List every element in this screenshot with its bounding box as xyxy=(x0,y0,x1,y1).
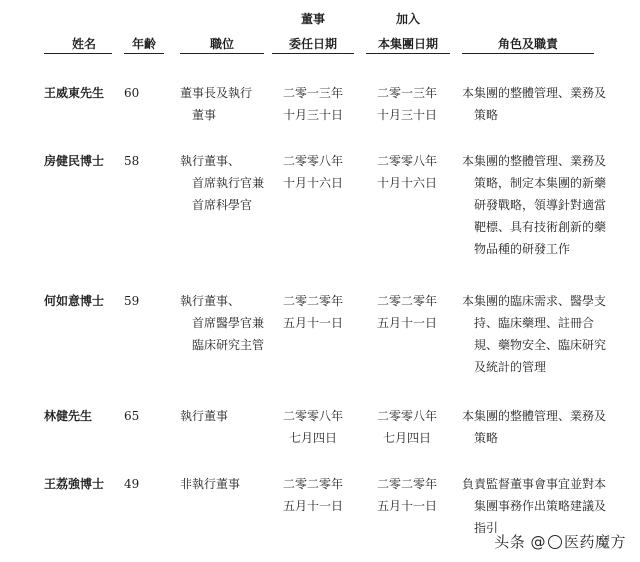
row-4-name: 林健先生 xyxy=(44,409,93,423)
row-2-join-date-line-2: 十月十六日 xyxy=(376,176,437,190)
row-3-role xyxy=(462,290,607,378)
header-rule-age xyxy=(124,53,164,54)
row-3-position-line-2: 首席醫學官兼 xyxy=(192,316,265,330)
row-2-join-date xyxy=(366,150,448,194)
header-rule-role xyxy=(462,53,594,54)
row-2-director-date xyxy=(272,150,354,194)
row-5-role-line-2: 集團事務作出策略建議及 xyxy=(474,499,607,513)
row-3-name: 何如意博士 xyxy=(44,294,105,308)
row-5-join-date-line-2: 五月十一日 xyxy=(376,499,437,513)
row-2-role-line-1: 本集團的整體管理、業務及 xyxy=(462,154,607,168)
header-rule-join-date xyxy=(366,53,450,54)
header-rule-position xyxy=(180,53,264,54)
header-join-date-line2: 本集團日期 xyxy=(377,37,438,51)
row-4-join-date-line-1: 二零零八年 xyxy=(376,409,437,423)
row-5-director-date xyxy=(272,473,354,517)
header-position: 職位 xyxy=(209,37,234,51)
row-4-position-line-1: 執行董事 xyxy=(180,409,229,423)
row-2-role xyxy=(462,150,607,260)
row-2-position-line-3: 首席科學官 xyxy=(192,198,253,212)
row-1-join-date-line-2: 十月三十日 xyxy=(376,108,437,122)
row-3-join-date-line-1: 二零二零年 xyxy=(376,294,437,308)
row-2-position-line-2: 首席執行官兼 xyxy=(192,176,265,190)
row-5-age: 49 xyxy=(124,477,140,491)
row-3-role-line-1: 本集團的臨床需求、醫學支 xyxy=(462,294,607,308)
row-4-director-date-line-2: 七月四日 xyxy=(288,431,337,445)
row-3-role-line-2: 持、臨床藥理、註冊合 xyxy=(474,316,595,330)
row-3-join-date xyxy=(366,290,448,334)
source-watermark xyxy=(494,531,626,552)
row-1-role-line-1: 本集團的整體管理、業務及 xyxy=(462,86,607,100)
header-join-date-line1: 加入 xyxy=(395,12,420,26)
row-5-position-line-1: 非執行董事 xyxy=(180,477,241,491)
row-3-position-line-1: 執行董事、 xyxy=(180,294,241,308)
row-2-role-line-5: 物品種的研發工作 xyxy=(474,242,571,256)
row-4-age: 65 xyxy=(124,409,140,423)
row-4-join-date-line-2: 七月四日 xyxy=(382,431,431,445)
row-1-join-date xyxy=(366,82,448,126)
row-4-role xyxy=(462,405,607,449)
row-1-position-line-1: 董事長及執行 xyxy=(180,86,253,100)
watermark-prefix: 头条 xyxy=(494,533,526,551)
row-1-position xyxy=(180,82,264,126)
row-1-name: 王威東先生 xyxy=(44,86,105,100)
row-5-name: 王荔強博士 xyxy=(44,477,105,491)
watermark-account: 医药魔方 xyxy=(563,533,626,551)
row-3-role-line-4: 及統計的管理 xyxy=(474,360,547,374)
row-2-position-line-1: 執行董事、 xyxy=(180,154,241,168)
row-3-age: 59 xyxy=(124,294,140,308)
row-1-age: 60 xyxy=(124,86,140,100)
row-5-join-date-line-1: 二零二零年 xyxy=(376,477,437,491)
row-5-join-date xyxy=(366,473,448,517)
row-3-join-date-line-2: 五月十一日 xyxy=(376,316,437,330)
row-5-role xyxy=(462,473,607,539)
row-2-role-line-3: 研發戰略，領導針對適當 xyxy=(474,198,607,212)
row-1-director-date-line-2: 十月三十日 xyxy=(282,108,343,122)
row-5-role-line-1: 負責監督董事會事宜並對本 xyxy=(462,477,607,491)
row-2-name: 房健民博士 xyxy=(44,154,105,168)
row-1-director-date-line-1: 二零一三年 xyxy=(282,86,343,100)
row-4-role-line-1: 本集團的整體管理、業務及 xyxy=(462,409,607,423)
row-4-role-line-2: 策略 xyxy=(474,431,499,445)
row-5-director-date-line-1: 二零二零年 xyxy=(282,477,343,491)
watermark-logo-icon xyxy=(548,535,562,549)
row-2-director-date-line-2: 十月十六日 xyxy=(282,176,343,190)
row-3-role-line-3: 規、藥物安全、臨床研究 xyxy=(474,338,607,352)
row-3-director-date xyxy=(272,290,354,334)
row-2-role-line-2: 策略，制定本集團的新藥 xyxy=(474,176,607,190)
row-5-director-date-line-2: 五月十一日 xyxy=(282,499,343,513)
header-director-date-line2: 委任日期 xyxy=(288,37,337,51)
row-1-role-line-2: 策略 xyxy=(474,108,499,122)
row-1-role xyxy=(462,82,607,126)
row-2-position xyxy=(180,150,264,216)
row-4-join-date xyxy=(366,405,448,449)
row-2-age: 58 xyxy=(124,154,140,168)
header-role: 角色及職責 xyxy=(497,37,558,51)
row-2-director-date-line-1: 二零零八年 xyxy=(282,154,343,168)
header-age: 年齡 xyxy=(131,37,156,51)
watermark-at: @ xyxy=(530,533,546,551)
row-1-position-line-2: 董事 xyxy=(192,108,217,122)
header-rule-name xyxy=(44,53,112,54)
header-director-date-line1: 董事 xyxy=(300,12,325,26)
row-3-director-date-line-1: 二零二零年 xyxy=(282,294,343,308)
row-4-director-date-line-1: 二零零八年 xyxy=(282,409,343,423)
row-4-position xyxy=(180,405,264,427)
row-3-position xyxy=(180,290,264,356)
row-5-position xyxy=(180,473,264,495)
row-3-position-line-3: 臨床研究主管 xyxy=(192,338,265,352)
header-rule-director-date xyxy=(272,53,354,54)
row-3-director-date-line-2: 五月十一日 xyxy=(282,316,343,330)
row-2-join-date-line-1: 二零零八年 xyxy=(376,154,437,168)
row-4-director-date xyxy=(272,405,354,449)
row-5-role-line-3: 指引 xyxy=(474,521,499,535)
row-1-join-date-line-1: 二零一三年 xyxy=(376,86,437,100)
header-name: 姓名 xyxy=(71,37,96,51)
row-1-director-date xyxy=(272,82,354,126)
row-2-role-line-4: 靶標、具有技術創新的藥 xyxy=(474,220,607,234)
